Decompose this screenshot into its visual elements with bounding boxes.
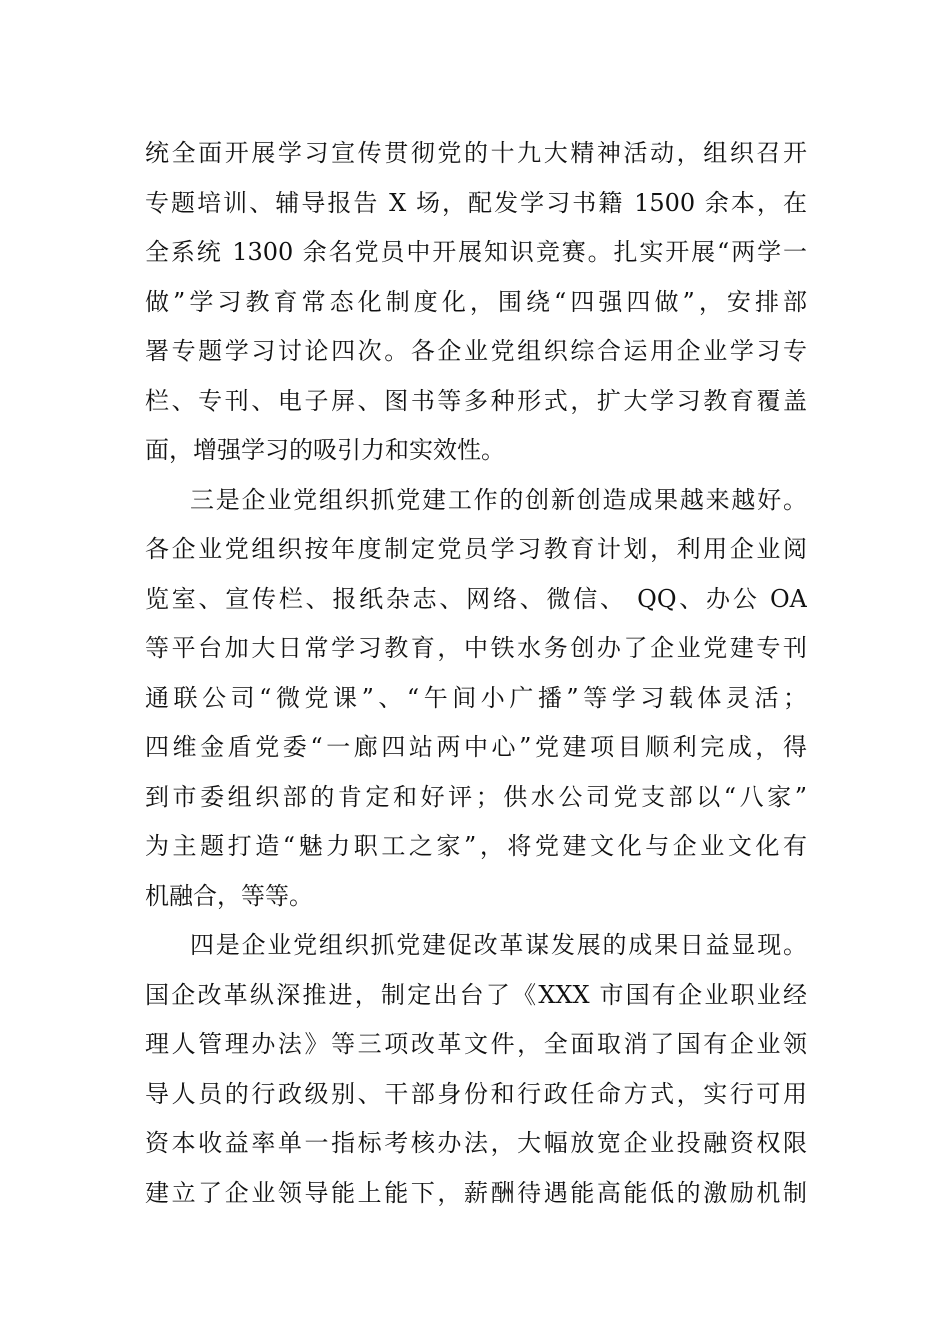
text-line: 等平台加大日常学习教育，中铁水务创办了企业党建专刊 <box>145 634 807 662</box>
text-line: 为主题打造“魅力职工之家”，将党建文化与企业文化有 <box>145 832 807 860</box>
paragraph-heading-line: 三是企业党组织抓党建工作的创新创造成果越来越好。 <box>190 485 807 514</box>
text-line: 各企业党组织按年度制定党员学习教育计划，利用企业阅 <box>145 535 807 563</box>
text-line: 资本收益率单一指标考核办法，大幅放宽企业投融资权限 <box>145 1129 807 1157</box>
text-line: 机融合，等等。 <box>145 881 313 910</box>
text-line: 专题培训、辅导报告 X 场，配发学习书籍 1500 余本，在 <box>145 188 807 217</box>
text-line: 全系统 1300 余名党员中开展知识竞赛。扎实开展“两学一 <box>145 238 807 266</box>
text-line: 建立了企业领导能上能下，薪酬待遇能高能低的激励机制 <box>145 1178 807 1207</box>
paragraph-fourth-point <box>145 924 807 1221</box>
text-line: 导人员的行政级别、干部身份和行政任命方式，实行可用 <box>145 1079 807 1108</box>
text-line: 理人管理办法》等三项改革文件，全面取消了国有企业领 <box>145 1030 807 1058</box>
paragraph-continued <box>145 132 807 479</box>
text-line: 署专题学习讨论四次。各企业党组织综合运用企业学习专 <box>145 337 807 365</box>
text-line: 通联公司“微党课”、“午间小广播”等学习载体灵活； <box>145 683 807 712</box>
text-line: 国企改革纵深推进，制定出台了《XXX 市国有企业职业经 <box>145 980 807 1009</box>
text-line: 四维金盾党委“一廊四站两中心”党建项目顺利完成，得 <box>145 733 807 761</box>
text-line: 做”学习教育常态化制度化，围绕“四强四做”，安排部 <box>145 287 807 316</box>
text-line: 统全面开展学习宣传贯彻党的十九大精神活动，组织召开 <box>145 139 807 167</box>
paragraph-heading-line: 四是企业党组织抓党建促改革谋发展的成果日益显现。 <box>190 931 807 959</box>
text-line: 栏、专刊、电子屏、图书等多种形式，扩大学习教育覆盖 <box>145 386 807 415</box>
paragraph-third-point <box>145 479 807 925</box>
text-line: 面，增强学习的吸引力和实效性。 <box>145 436 505 464</box>
text-line: 览室、宣传栏、报纸杂志、网络、微信、 QQ、办公 OA <box>145 584 807 613</box>
document-body <box>145 132 807 1221</box>
text-line: 到市委组织部的肯定和好评；供水公司党支部以“八家” <box>145 782 807 811</box>
